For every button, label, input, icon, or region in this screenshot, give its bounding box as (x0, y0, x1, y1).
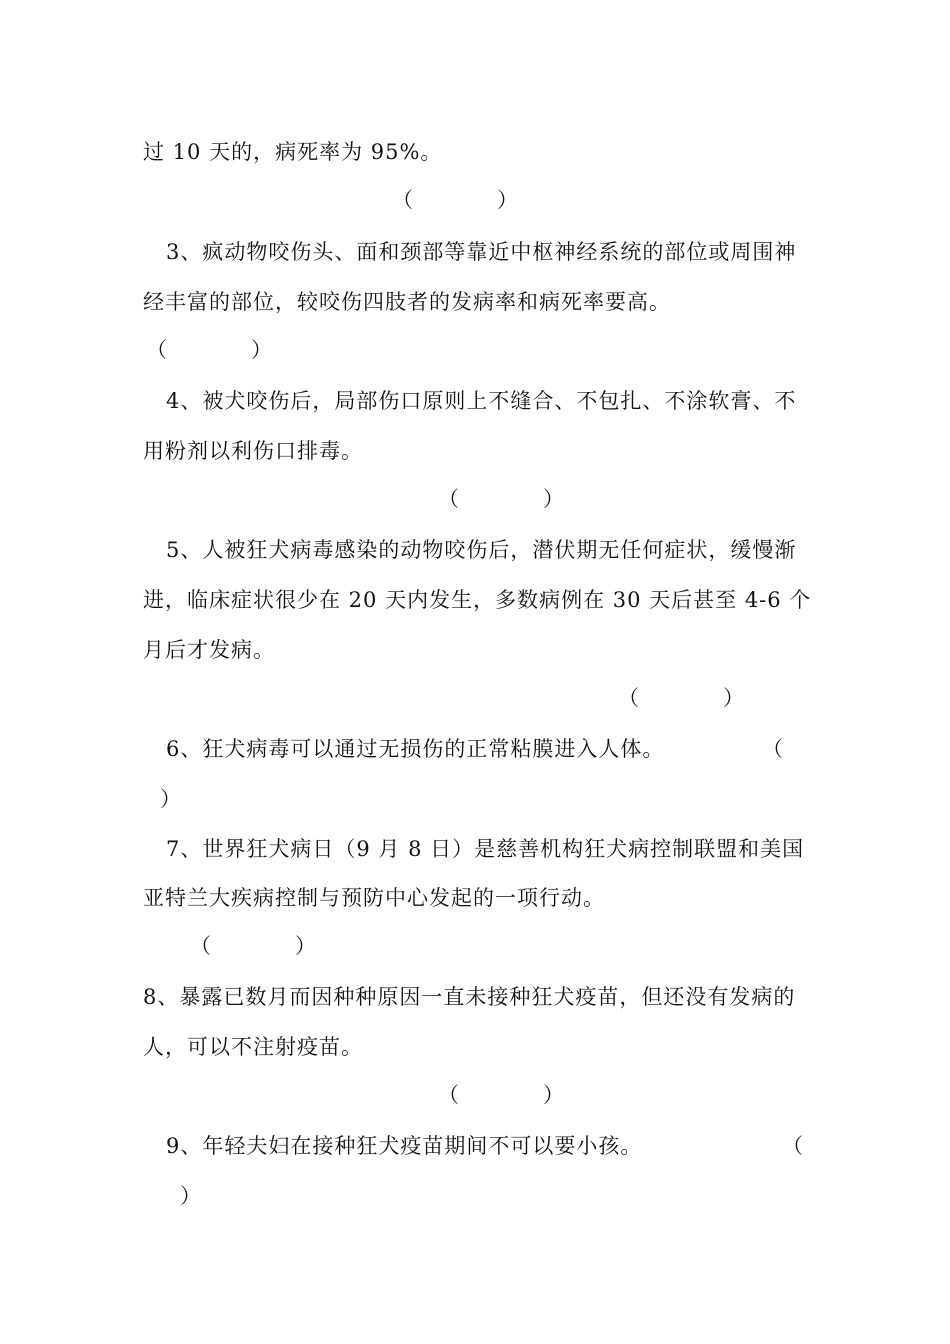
question-4-line-2: 用粉剂以利伤口排毒。 (143, 439, 363, 463)
answer-bracket-5: （ ） (618, 686, 744, 710)
answer-bracket-8: （ ） (438, 1083, 564, 1107)
question-6-line-1: 6、狂犬病毒可以通过无损伤的正常粘膜进入人体。 (166, 737, 665, 761)
question-4-line-1: 4、被犬咬伤后，局部伤口原则上不缝合、不包扎、不涂软膏、不 (166, 389, 797, 413)
answer-bracket-9-open: （ (782, 1134, 803, 1158)
question-5-line-2: 进，临床症状很少在 20 天内发生，多数病例在 30 天后甚至 4-6 个 (143, 588, 812, 612)
question-7-line-2: 亚特兰大疾病控制与预防中心发起的一项行动。 (143, 886, 605, 910)
continuation-line: 过 10 天的，病死率为 95%。 (143, 140, 443, 164)
question-3-line-2: 经丰富的部位，较咬伤四肢者的发病率和病死率要高。 (143, 290, 671, 314)
answer-bracket-9-close: ） (180, 1184, 201, 1208)
question-5-line-1: 5、人被狂犬病毒感染的动物咬伤后，潜伏期无任何症状，缓慢渐 (166, 538, 797, 562)
answer-bracket-4: （ ） (438, 487, 564, 511)
question-9-line-1: 9、年轻夫妇在接种狂犬疫苗期间不可以要小孩。 (166, 1134, 643, 1158)
answer-bracket-7: （ ） (190, 934, 316, 958)
question-8-line-1: 8、暴露已数月而因种种原因一直未接种狂犬疫苗，但还没有发病的 (143, 985, 796, 1009)
question-3-line-1: 3、疯动物咬伤头、面和颈部等靠近中枢神经系统的部位或周围神 (166, 240, 797, 264)
answer-bracket-2: （ ） (392, 188, 518, 212)
answer-bracket-3: （ ） (146, 338, 272, 362)
answer-bracket-6-close: ） (160, 787, 181, 811)
question-7-line-1: 7、世界狂犬病日（9 月 8 日）是慈善机构狂犬病控制联盟和美国 (166, 837, 805, 861)
question-8-line-2: 人，可以不注射疫苗。 (143, 1035, 363, 1059)
question-5-line-3: 月后才发病。 (143, 638, 275, 662)
answer-bracket-6-open: （ (762, 737, 783, 761)
